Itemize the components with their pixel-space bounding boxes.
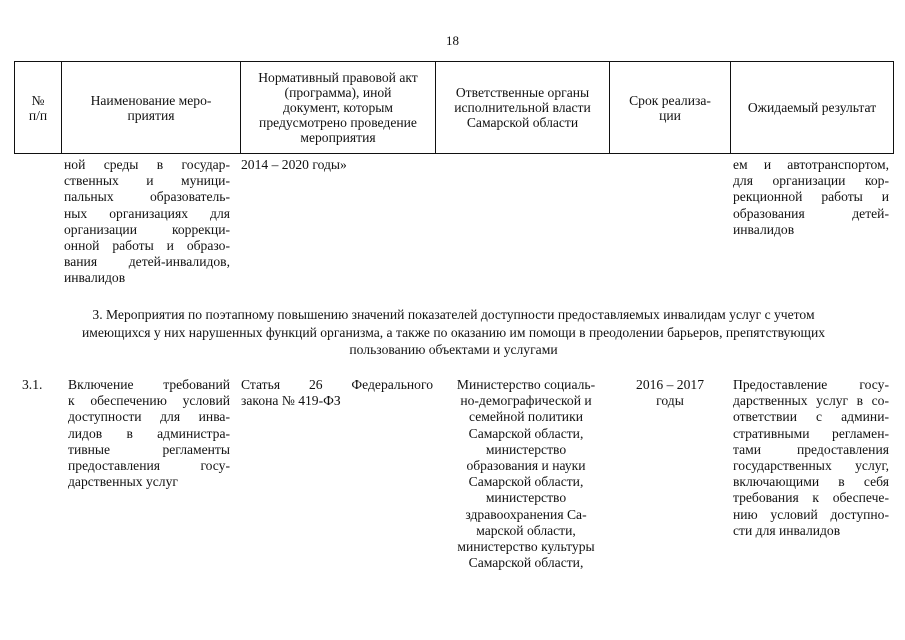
header-act-line: предусмотрено проведение [259, 115, 417, 130]
text-line: министерство культуры [457, 539, 595, 555]
text-line: Министерство социаль- [456, 377, 596, 392]
text-line: требования к обеспече- [733, 490, 889, 506]
header-act-line: мероприятия [300, 130, 376, 145]
continuation-result [733, 157, 889, 238]
text-line: тивные регламенты [68, 441, 230, 457]
text-line: дарственных услуг в со- [733, 393, 889, 409]
text-line: к обеспечению условий [68, 393, 230, 409]
text-line: для организации кор- [733, 173, 889, 189]
text-line: министерство [485, 441, 567, 457]
row-3-1-org [442, 377, 610, 571]
section-title-line: 3. Мероприятия по поэтапному повышению значений показателей доступности предоставляемых инвалидам услуг с учетом [92, 307, 815, 322]
text-line: инвалидов [64, 270, 126, 286]
text-line: дарственных услуг [68, 474, 178, 490]
row-3-1-act [241, 377, 433, 409]
text-line: рекционной работы и [733, 189, 889, 205]
row-3-1-num: 3.1. [22, 377, 43, 392]
section-title [14, 306, 893, 359]
row-3-1-name [68, 377, 230, 490]
text-line: марской области, [476, 522, 576, 538]
text-line: ных организациях для [64, 205, 230, 221]
continuation-act [241, 157, 431, 173]
text-line: сти для инвалидов [733, 522, 841, 538]
text-line: нию условий доступно- [733, 506, 889, 522]
header-name [62, 62, 241, 154]
text-line: образования детей- [733, 205, 889, 221]
header-act-line: Нормативный правовой акт [258, 70, 418, 85]
text-line: годы [656, 393, 684, 409]
text-line: ной среды в государ- [64, 157, 230, 172]
text-line: доступности для инва- [68, 409, 230, 425]
text-line: организации коррекци- [64, 221, 230, 237]
text-line: но-демографической и [460, 393, 592, 409]
text-line: пальных образователь- [64, 189, 230, 205]
row-3-1-result [733, 377, 889, 539]
header-num-line: п/п [28, 107, 48, 123]
text-line: 2016 – 2017 [636, 377, 704, 392]
text-line: вания детей-инвалидов, [64, 254, 230, 270]
header-result-line: Ожидаемый результат [747, 100, 877, 115]
header-act [241, 62, 436, 154]
header-name-line: приятия [127, 107, 175, 123]
text-line: ственных и муници- [64, 173, 230, 189]
header-row [15, 62, 894, 154]
header-num-line: № [31, 92, 45, 108]
text-line: здравоохранения Са- [465, 506, 587, 522]
text-line: Самарской области, [468, 425, 584, 441]
text-line: предоставления госу- [68, 458, 230, 474]
text-line: Предоставление госу- [733, 377, 889, 392]
section-title-line: имеющихся у них нарушенных функций организма, а также по оказанию им помощи в преодолении барьеров, препятствующих [81, 324, 826, 340]
header-org-line: Самарской области [466, 115, 579, 130]
header-name-line: Наименование меро- [90, 92, 212, 108]
header-act-line: документ, которым [283, 100, 393, 115]
header-org-line: исполнительной власти [454, 100, 591, 115]
table-header [14, 61, 894, 154]
continuation-name [64, 157, 230, 287]
text-line: министерство [485, 490, 567, 506]
header-term-line: ции [659, 107, 681, 123]
text-line: образования и науки [466, 458, 586, 474]
header-term [610, 62, 731, 154]
text-line: семейной политики [469, 409, 583, 425]
text-line: Самарской области, [468, 555, 584, 571]
text-line: 2014 – 2020 годы» [241, 157, 347, 172]
text-line: лидов в администра- [68, 425, 230, 441]
text-line: стративными регламен- [733, 425, 889, 441]
header-org-line: Ответственные органы [455, 85, 590, 100]
text-line: государственных услуг, [733, 458, 889, 474]
text-line: тами предоставления [733, 441, 889, 457]
text-line: Статья 26 Федерального [241, 377, 433, 392]
text-line: ем и автотранспортом, [733, 157, 889, 172]
section-title-line: пользованию объектами и услугами [349, 342, 558, 357]
header-term-line: Срок реализа- [629, 92, 711, 108]
text-line: инвалидов [733, 221, 795, 237]
header-num [15, 62, 62, 154]
text-line: Включение требований [68, 377, 230, 392]
header-org [436, 62, 610, 154]
text-line: Самарской области, [468, 474, 584, 490]
page-number: 18 [446, 33, 459, 48]
text-line: включающими в себя [733, 474, 889, 490]
header-act-line: (программа), иной [284, 85, 392, 100]
text-line: онной работы и образо- [64, 238, 230, 254]
text-line: закона № 419-ФЗ [241, 393, 341, 409]
row-3-1-term [612, 377, 728, 409]
header-result [731, 62, 894, 154]
text-line: ответствии с админи- [733, 409, 889, 425]
